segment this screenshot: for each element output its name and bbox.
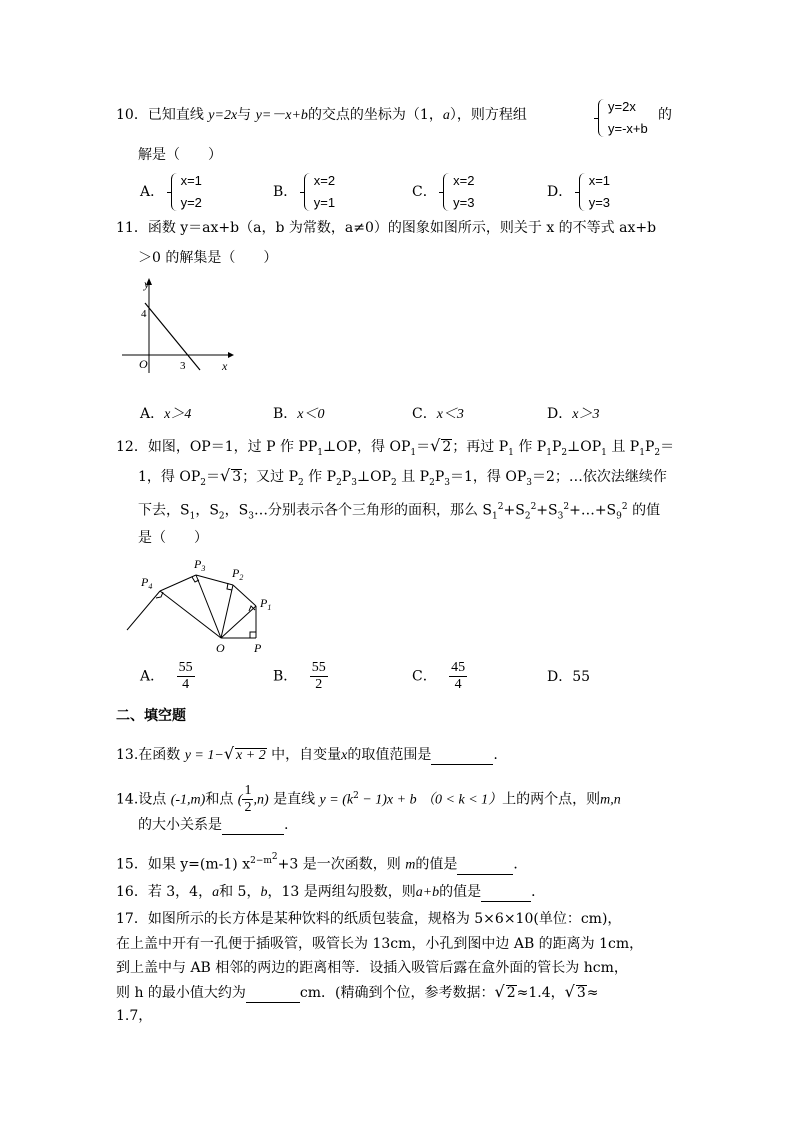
- q10-option-a: A． x=1 y=2: [140, 170, 202, 214]
- q17-line2: 在上盖中开有一孔便于插吸管，吸管长为 13cm，小孔到图中边 AB 的距离为 1cm，: [116, 936, 644, 952]
- label-P3: $P_3$: [194, 557, 206, 573]
- q11-option-d: D．x＞3: [547, 406, 600, 422]
- q14-line2: 的大小关系是 .: [138, 817, 289, 833]
- label-P4: $P_4$: [141, 575, 153, 591]
- q17-line1: 17．如图所示的长方体是某种饮料的纸质包装盒，规格为 5×6×10(单位：cm)，: [116, 911, 622, 927]
- q17-line4: 则 h 的最小值大约为 cm．(精确到个位，参考数据：√ 2≈1.4，√ 3≈: [116, 982, 599, 1001]
- q12-line2: 1，得 $OP_2=√$ 3；又过 $P_2$ 作 $P_2P_3\perp OP_2$ 且 $P_2P_3=1$，得 $OP_3=2$；…依次法继续作: [138, 466, 667, 488]
- q12-line1: 12．如图，OP＝1，过 P 作 $PP_1\perp OP$，得 $OP_1=√$ 2；再过 $P_1$ 作 $P_1P_2\perp OP_1$ 且 $P_1P_2=$: [116, 436, 675, 458]
- label-P1: $P_1$: [260, 596, 272, 612]
- q17-line5: 1.7，: [116, 1008, 153, 1024]
- section-title-fill-in: 二、填空题: [116, 708, 186, 724]
- q10-option-b: B． x=2 y=1: [273, 170, 335, 214]
- q10-tail: 的: [658, 107, 672, 123]
- label-P2: $P_2$: [232, 566, 244, 582]
- q11-option-a: A．x＞4: [140, 406, 192, 422]
- label-O: O: [216, 641, 225, 655]
- q13-line: 13.在函数 y = 1−√ x + 2 中，自变量x的取值范围是 .: [116, 744, 498, 763]
- q11-line1: 11．函数 y＝ax+b（a，b 为常数，a≠0）的图象如图所示，则关于 x 的不等式 ax+b: [116, 220, 657, 236]
- q12-option-a: A． $\frac{55}{4}$: [140, 660, 193, 692]
- q17-line3: 到上盖中与 AB 相邻的两边的距离相等．设插入吸管后露在盒外面的管长为 hcm，: [116, 960, 628, 976]
- q12-option-d: D．55: [547, 669, 591, 685]
- q10-line2: 解是（ ）: [138, 147, 222, 163]
- q12-figure: [120, 555, 280, 660]
- q12-option-b: B． $\frac{55}{2}$: [273, 660, 326, 692]
- q12-option-c: C． $\frac{45}{4}$: [412, 660, 466, 692]
- q12-line4: 是（ ）: [138, 530, 208, 546]
- x-axis-arrow: [228, 352, 234, 358]
- origin-label: O: [139, 357, 148, 371]
- q11-option-c: C．x＜3: [412, 406, 464, 422]
- q11-option-b: B．x＜0: [273, 406, 325, 422]
- q10-line1: 10．已知直线 y=2x与 y=－x+b的交点的坐标为（1，a），则方程组: [116, 107, 527, 123]
- function-line: [145, 303, 200, 370]
- q14-line1: 14.设点 (-1,m)和点 ( $\frac{1}{2}$ ,n) 是直线 $y = (k^2 - 1)x + b$ （0 < k < 1）上的两个点，则m,n: [116, 783, 621, 815]
- x-label: x: [222, 359, 228, 373]
- q10-system: y=2x y=-x+b: [596, 96, 648, 140]
- q15-line: 15．如果 y=(m-1) $x^{2-m^2}+3$ 是一次函数，则 m的值是 ．: [116, 852, 528, 873]
- y-intercept-label: 4: [141, 308, 147, 320]
- label-P: P: [254, 641, 262, 655]
- q11-graph: [118, 275, 238, 375]
- q10-option-d: D． x=1 y=3: [547, 170, 610, 214]
- y-label: y: [144, 277, 150, 291]
- q16-line: 16．若 3，4，a和 5，b，13 是两组勾股数，则a+b的值是 ．: [116, 884, 546, 900]
- x-intercept-label: 3: [180, 360, 186, 372]
- q11-line2: ＞0 的解集是（ ）: [138, 250, 278, 266]
- q12-line3: 下去，$S_1$，$S_2$，$S_3\dots$分别表示各个三角形的面积，那么 $S_1^2+S_2^2+S_3^2+\dots+S_9^2$ 的值: [138, 502, 661, 522]
- q10-option-c: C． x=2 y=3: [412, 170, 475, 214]
